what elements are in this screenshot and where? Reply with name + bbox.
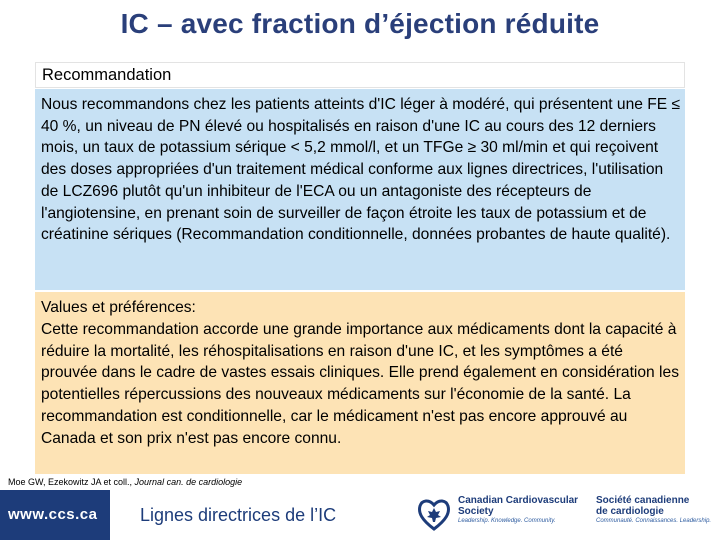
logo-en-tagline: Leadership. Knowledge. Community. [458, 518, 556, 524]
values-box [35, 292, 685, 474]
heart-maple-leaf-icon [416, 496, 452, 532]
logo-fr-line2: de cardiologie [596, 506, 664, 517]
citation [8, 477, 242, 487]
page-title: IC – avec fraction d’éjection réduite [120, 8, 600, 39]
logo-fr-line1: Société canadienne [596, 495, 690, 506]
values-text: Cette recommandation accorde une grande importance aux médicaments dont la capacité à réduire la mortalité, les réhospitalisations en raison d'une IC, et les symptômes a été prouvée dans le cadre de vastes essais cliniques. Elle prend également en considération les potentielles répercussions des nouveaux médicaments sur l'économie de la santé. La recommandation est conditionnelle, car le médicament n'est pas encore approuvé au Canada et son prix n'est pas encore connu. [41, 321, 679, 447]
footer-url-link[interactable]: www.ccs.ca [8, 506, 98, 523]
citation-authors: Moe GW, Ezekowitz JA et coll., [8, 477, 135, 487]
footer-blue-band [0, 490, 110, 540]
logo-en-line2: Society [458, 506, 494, 517]
recommendation-text: Nous recommandons chez les patients atteints d'IC léger à modéré, qui présentent une FE ≤ 40 %, un niveau de PN élevé ou hospitalisés en raison d'une IC au cours des 12 derniers mois, un taux de potassium sérique < 5,2 mmol/l, et un TFGe ≥ 30 ml/min et qui reçoivent des doses appropriées d'un traitement médical conforme aux lignes directrices, l'utilisation de LCZ696 plutôt qu'un inhibiteur de l'ECA ou un antagoniste des récepteurs de l'angiotensine, en prenant soin de surveiller de façon étroite les taux de potassium et de créatinine sériques (Recommandation conditionnelle, données probantes de haute qualité). [41, 96, 681, 244]
logo-english [458, 495, 578, 526]
recommendation-box [35, 89, 685, 290]
logo-en-line1: Canadian Cardiovascular [458, 495, 579, 506]
logo-fr-tagline: Communauté. Connaissances. Leadership. [596, 518, 712, 524]
recommendation-header [35, 62, 685, 88]
recommendation-header-label: Recommandation [42, 66, 172, 84]
citation-journal: Journal can. de cardiologie [134, 477, 243, 487]
footer-subtitle: Lignes directrices de l’IC [140, 505, 337, 525]
values-heading: Values et préférences: [41, 299, 196, 316]
logo-french [596, 495, 711, 526]
footer [0, 490, 720, 540]
